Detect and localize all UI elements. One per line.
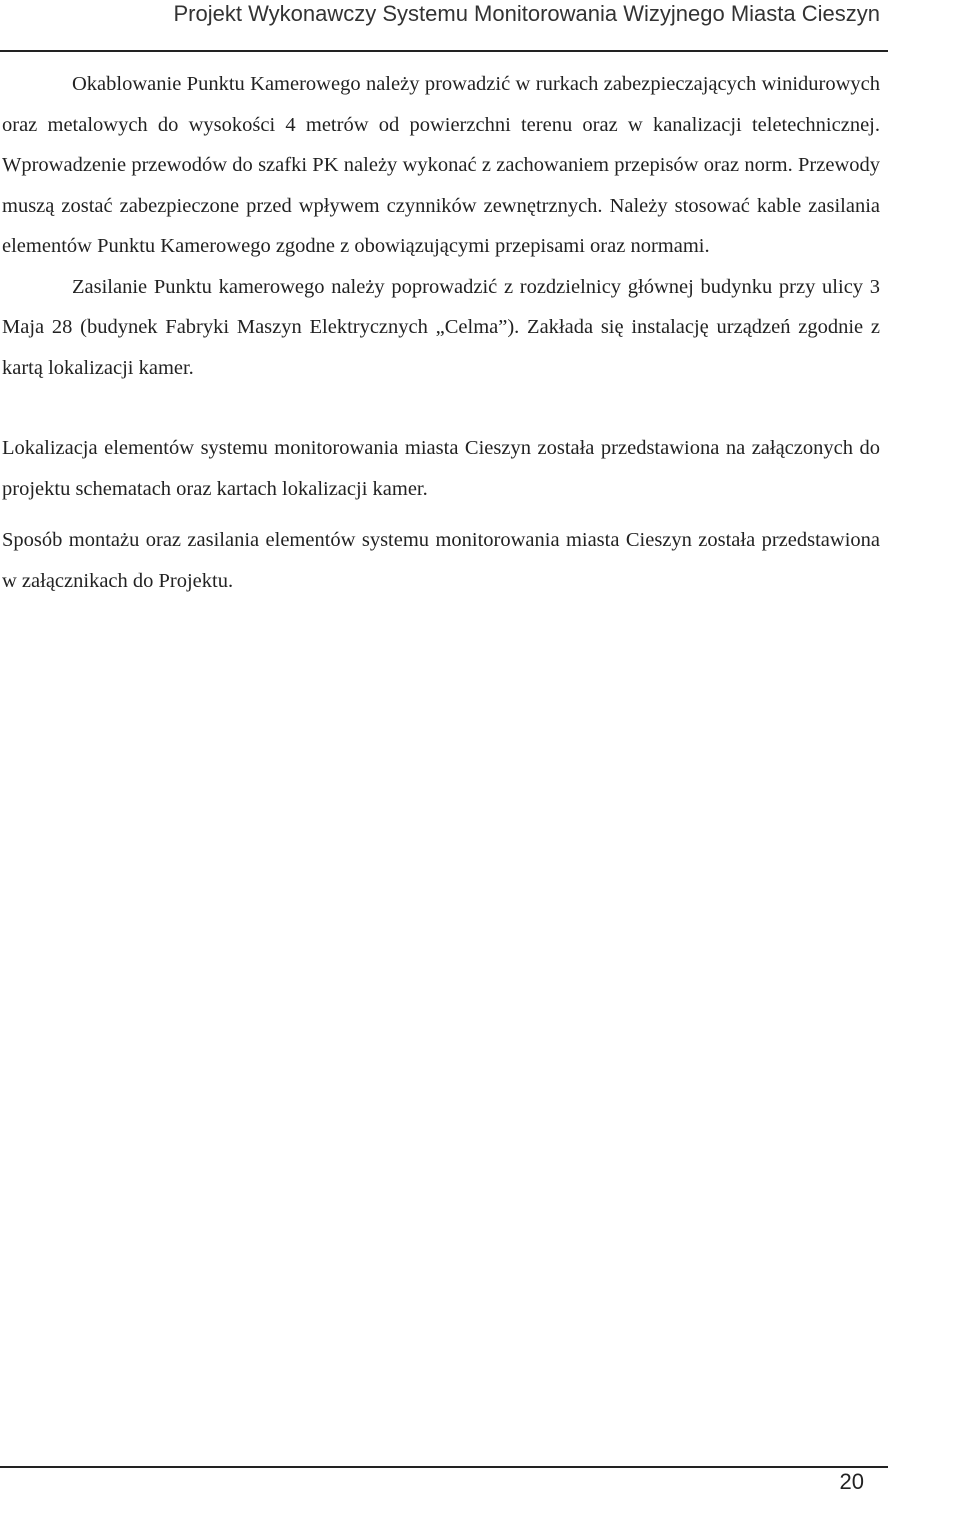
paragraph-location: Lokalizacja elementów systemu monitorowania miasta Cieszyn została przedstawiona na załączonych do projektu schematach oraz kartach lokalizacji kamer.	[2, 437, 880, 500]
footer-divider	[0, 1466, 888, 1468]
paragraph-mounting: Sposób montażu oraz zasilania elementów systemu monitorowania miasta Cieszyn została przedstawiona w załącznikach do Projektu.	[2, 529, 880, 592]
paragraph-spacer	[2, 388, 880, 428]
page-number: 20	[839, 1469, 864, 1494]
paragraph-cabling: Okablowanie Punktu Kamerowego należy prowadzić w rurkach zabezpieczających winidurowych oraz metalowych do wysokości 4 metrów od powierzchni terenu oraz w kanalizacji teletechnicznej. Wprowadzenie przewodów do szafki PK należy wykonać z zachowaniem przepisów oraz norm. Przewody muszą zostać zabezpieczone przed wpływem czynników zewnętrznych. Należy stosować kable zasilania elementów Punktu Kamerowego zgodne z obowiązującymi przepisami oraz normami.	[2, 73, 880, 257]
paragraph-power-supply: Zasilanie Punktu kamerowego należy poprowadzić z rozdzielnicy głównej budynku przy ulicy 3 Maja 28 (budynek Fabryki Maszyn Elektrycznych „Celma”). Zakłada się instalację urządzeń zgodnie z kartą lokalizacji kamer.	[2, 275, 880, 379]
header-divider	[0, 50, 888, 52]
document-body	[2, 64, 880, 601]
running-header-title: Projekt Wykonawczy Systemu Monitorowania Wizyjnego Miasta Cieszyn	[173, 1, 880, 26]
paragraph-spacer	[2, 509, 880, 520]
